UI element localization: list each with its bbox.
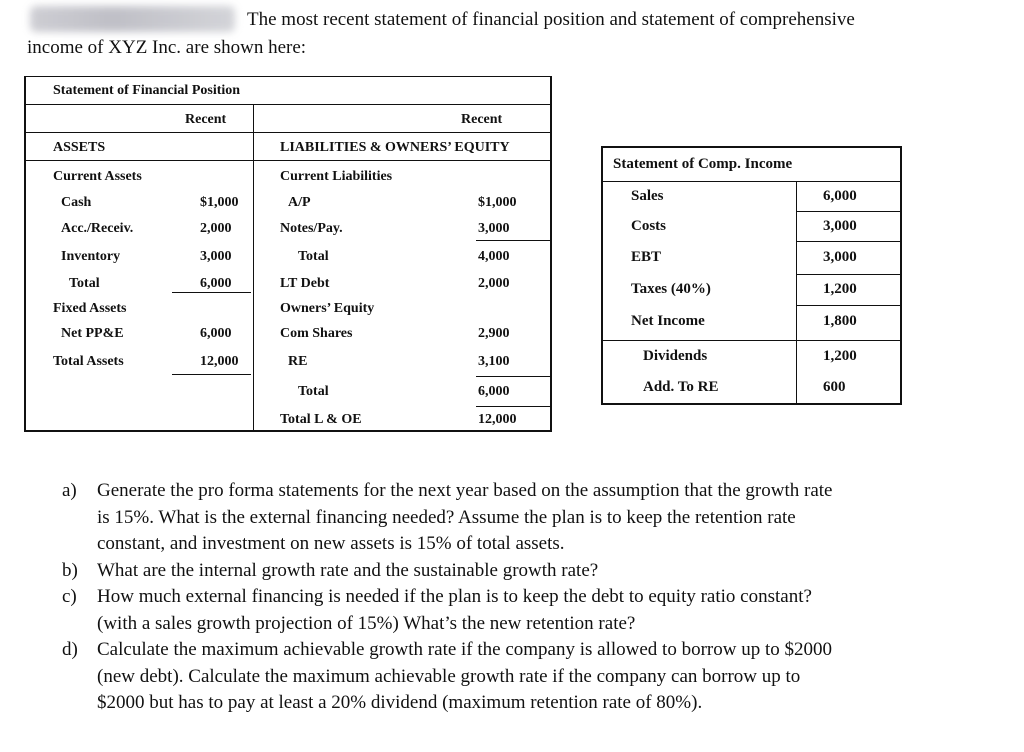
- question-label: a): [62, 480, 77, 501]
- liability-value: 4,000: [478, 249, 510, 264]
- divider: [601, 340, 902, 341]
- asset-label: Total Assets: [53, 354, 124, 369]
- liability-label: RE: [288, 354, 308, 369]
- income-label: EBT: [631, 249, 662, 265]
- liability-label: Total L & OE: [280, 412, 362, 427]
- liability-value: 2,900: [478, 326, 510, 341]
- question-d: [62, 637, 962, 717]
- asset-value: 3,000: [200, 249, 232, 264]
- divider: [24, 104, 552, 105]
- income-value: 3,000: [823, 249, 857, 265]
- liability-value: 2,000: [478, 276, 510, 291]
- liability-label: LT Debt: [280, 276, 330, 291]
- question-text-line: How much external financing is needed if the plan is to keep the debt to equity ratio constant?: [97, 586, 812, 607]
- divider: [796, 211, 902, 212]
- liability-label: Owners’ Equity: [280, 301, 375, 316]
- liabilities-header: LIABILITIES & OWNERS’ EQUITY: [280, 140, 510, 155]
- question-label: d): [62, 639, 78, 660]
- asset-value: 2,000: [200, 221, 232, 236]
- income-value: 1,200: [823, 281, 857, 297]
- liability-label: Current Liabilities: [280, 169, 393, 184]
- asset-value: 6,000: [200, 326, 232, 341]
- income-statement-border: [601, 146, 902, 405]
- liability-label: Total: [298, 384, 329, 399]
- divider: [796, 181, 797, 405]
- intro-line-1: The most recent statement of financial position and statement of comprehensive: [247, 9, 855, 30]
- underline: [476, 376, 552, 377]
- divider: [796, 305, 902, 306]
- divider: [601, 181, 902, 182]
- question-label: c): [62, 586, 77, 607]
- question-text-line: (with a sales growth projection of 15%) What’s the new retention rate?: [97, 612, 636, 634]
- liability-label: Com Shares: [280, 326, 353, 341]
- divider: [24, 132, 552, 133]
- question-text-line: is 15%. What is the external financing needed? Assume the plan is to keep the retention rate: [97, 506, 796, 528]
- redacted-blur: [30, 6, 235, 32]
- income-label: Net Income: [631, 313, 705, 329]
- asset-label: Net PP&E: [61, 326, 124, 341]
- asset-value: 12,000: [200, 354, 239, 369]
- asset-value: 6,000: [200, 276, 232, 291]
- financial-position-title: Statement of Financial Position: [53, 83, 241, 98]
- asset-value: $1,000: [200, 195, 239, 210]
- income-label: Add. To RE: [643, 379, 719, 395]
- income-label: Sales: [631, 188, 664, 204]
- liability-value: 12,000: [478, 412, 517, 427]
- question-b: [62, 558, 962, 585]
- divider: [796, 274, 902, 275]
- divider: [796, 241, 902, 242]
- asset-label: Total: [69, 276, 100, 291]
- underline: [476, 240, 552, 241]
- question-a: [62, 478, 962, 558]
- recent-header-assets: Recent: [185, 112, 227, 127]
- question-text-line: constant, and investment on new assets is 15% of total assets.: [97, 533, 565, 554]
- income-value: 3,000: [823, 218, 857, 234]
- income-statement-title: Statement of Comp. Income: [613, 156, 793, 172]
- liability-label: A/P: [288, 195, 311, 210]
- question-text-line: Generate the pro forma statements for the next year based on the assumption that the growth rate: [97, 480, 833, 501]
- liability-label: Notes/Pay.: [280, 221, 343, 236]
- asset-label: Current Assets: [53, 169, 142, 184]
- income-value: 6,000: [823, 188, 857, 204]
- asset-label: Acc./Receiv.: [61, 221, 134, 236]
- question-text-line: Calculate the maximum achievable growth rate if the company is allowed to borrow up to $2000: [97, 639, 832, 660]
- assets-header: ASSETS: [53, 140, 106, 155]
- underline: [476, 406, 552, 407]
- intro-line-2: income of XYZ Inc. are shown here:: [27, 37, 307, 58]
- income-value: 1,800: [823, 313, 857, 329]
- question-text-line: What are the internal growth rate and the sustainable growth rate?: [97, 559, 599, 581]
- income-value: 600: [823, 379, 846, 395]
- asset-label: Cash: [61, 195, 92, 210]
- question-text-line: $2000 but has to pay at least a 20% dividend (maximum retention rate of 80%).: [97, 692, 703, 713]
- divider: [253, 104, 254, 432]
- underline: [172, 374, 251, 375]
- liability-value: 6,000: [478, 384, 510, 399]
- liability-label: Total: [298, 249, 329, 264]
- question-c: [62, 584, 962, 637]
- liability-value: 3,100: [478, 354, 510, 369]
- divider: [24, 160, 552, 161]
- question-text-line: (new debt). Calculate the maximum achievable growth rate if the company can borrow up to: [97, 665, 801, 687]
- question-label: b): [62, 559, 78, 581]
- liability-value: $1,000: [478, 195, 517, 210]
- income-label: Costs: [631, 218, 667, 234]
- liability-value: 3,000: [478, 221, 510, 236]
- asset-label: Fixed Assets: [53, 301, 127, 316]
- question-list: [62, 478, 962, 717]
- income-label: Dividends: [643, 348, 708, 364]
- income-label: Taxes (40%): [631, 281, 711, 297]
- income-value: 1,200: [823, 348, 857, 364]
- underline: [172, 292, 251, 293]
- recent-header-liabilities: Recent: [461, 112, 503, 127]
- asset-label: Inventory: [61, 249, 121, 264]
